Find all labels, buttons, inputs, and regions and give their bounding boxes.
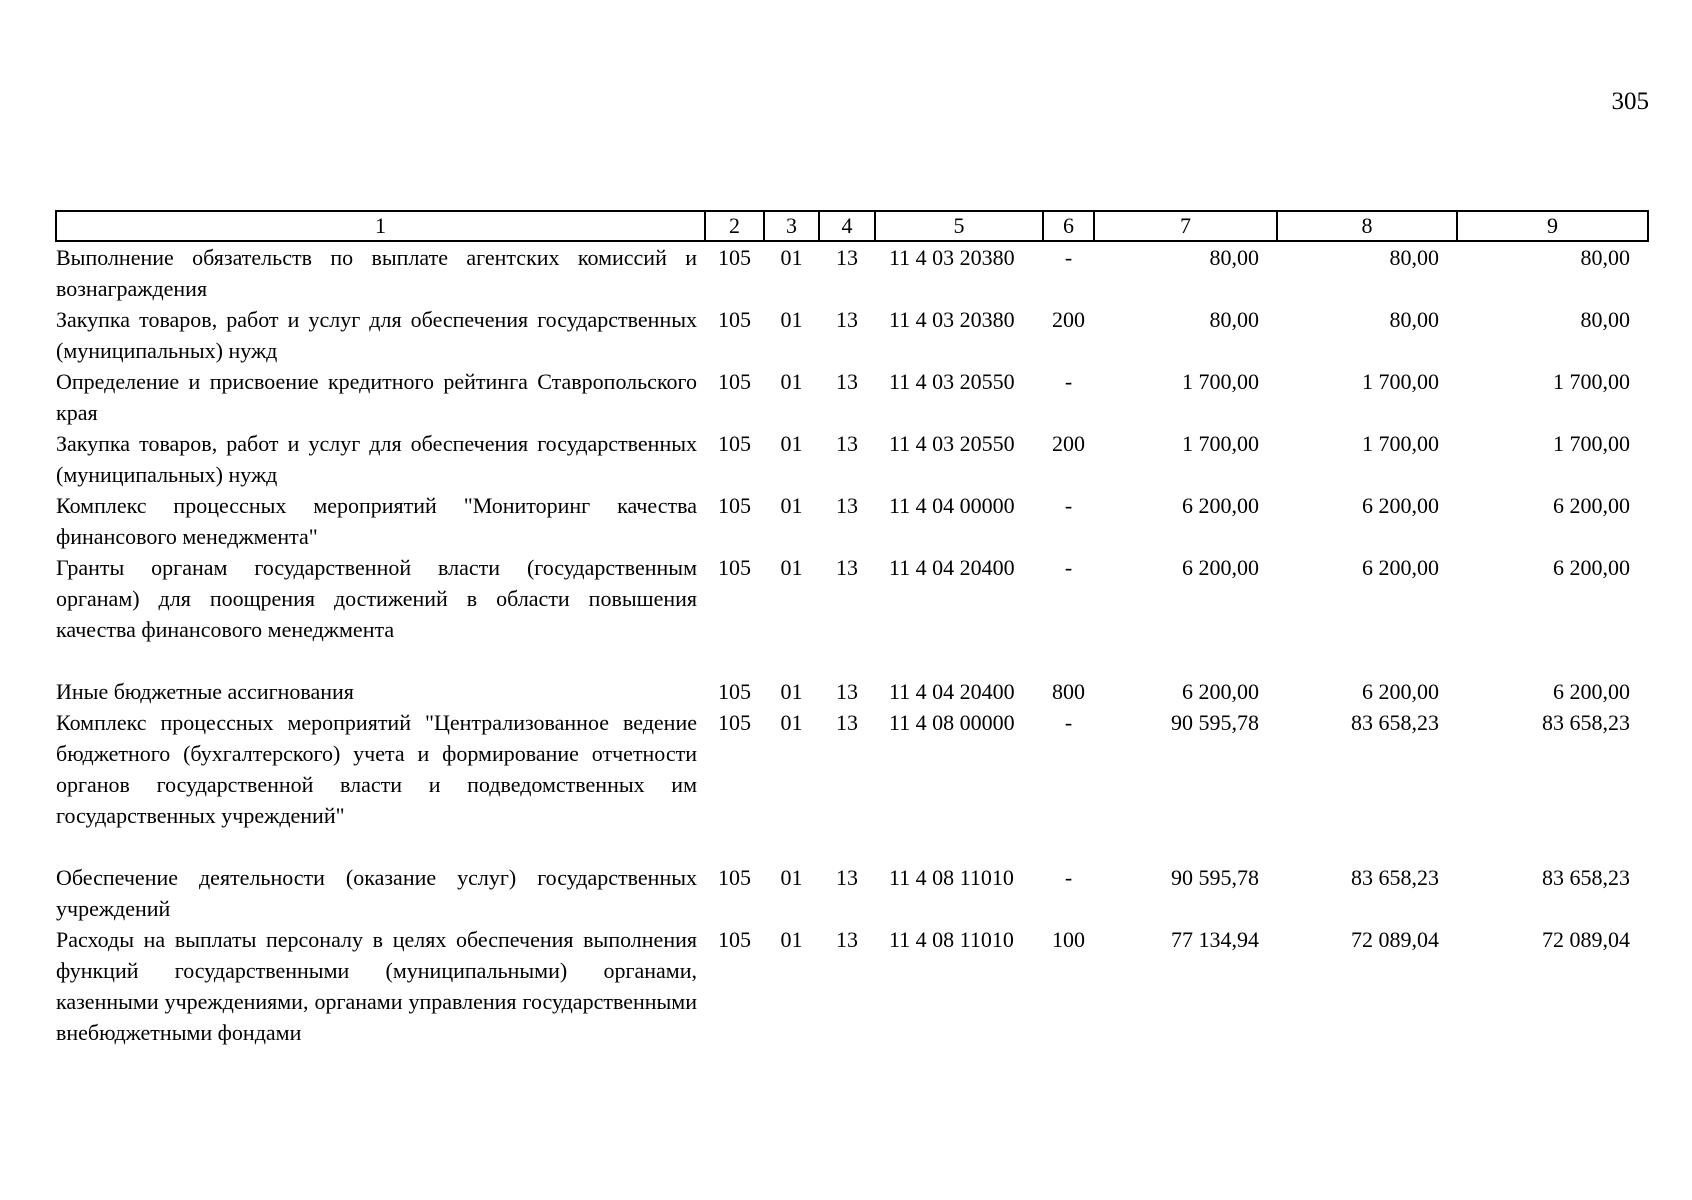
column-header: 9	[1457, 211, 1648, 241]
column-header: 6	[1043, 211, 1094, 241]
section-code: 01	[780, 369, 803, 394]
subsection-code: 13	[836, 555, 858, 580]
table-row	[56, 862, 1648, 924]
amount-year-2: 80,00	[1389, 307, 1439, 332]
amount-year-2: 83 658,23	[1351, 710, 1439, 735]
section-code: 01	[780, 710, 803, 735]
subsection-code: 13	[836, 431, 858, 456]
spacer-row	[56, 831, 1648, 862]
ministry-code: 105	[718, 493, 751, 518]
amount-year-2: 83 658,23	[1351, 865, 1439, 890]
target-article-code: 11 4 03 20550	[889, 431, 1015, 456]
amount-year-1: 1 700,00	[1182, 431, 1259, 456]
subsection-code: 13	[836, 245, 858, 270]
amount-year-3: 6 200,00	[1553, 679, 1630, 704]
row-name: Определение и присвоение кредитного рейтинга Ставропольского края	[56, 369, 697, 425]
section-code: 01	[780, 493, 803, 518]
table-row	[56, 304, 1648, 366]
expense-type-code: -	[1064, 865, 1073, 890]
ministry-code: 105	[718, 369, 751, 394]
ministry-code: 105	[718, 555, 751, 580]
expense-type-code: 200	[1052, 431, 1085, 456]
amount-year-3: 6 200,00	[1553, 555, 1630, 580]
target-article-code: 11 4 03 20550	[889, 369, 1015, 394]
row-name: Комплекс процессных мероприятий "Централизованное ведение бюджетного (бухгалтерского) учета и формирование отчетности органов государственной власти и подведомственных им государственных учреждений"	[56, 710, 697, 828]
page-number: 305	[1611, 88, 1649, 115]
column-header: 7	[1094, 211, 1277, 241]
row-name: Комплекс процессных мероприятий "Мониторинг качества финансового менеджмента"	[56, 493, 697, 549]
row-name: Закупка товаров, работ и услуг для обеспечения государственных (муниципальных) нужд	[56, 431, 697, 487]
table-body	[56, 241, 1648, 1048]
amount-year-2: 80,00	[1389, 245, 1439, 270]
table-row	[56, 676, 1648, 707]
target-article-code: 11 4 03 20380	[889, 245, 1015, 270]
column-header: 3	[764, 211, 819, 241]
amount-year-3: 1 700,00	[1553, 431, 1630, 456]
amount-year-3: 72 089,04	[1542, 927, 1630, 952]
expense-type-code: -	[1064, 493, 1073, 518]
target-article-code: 11 4 04 20400	[889, 555, 1015, 580]
table-header-row	[56, 211, 1648, 241]
section-code: 01	[780, 555, 803, 580]
target-article-code: 11 4 03 20380	[889, 307, 1015, 332]
table-row	[56, 366, 1648, 428]
section-code: 01	[780, 865, 803, 890]
section-code: 01	[780, 927, 803, 952]
amount-year-2: 6 200,00	[1362, 493, 1439, 518]
subsection-code: 13	[836, 710, 858, 735]
amount-year-3: 1 700,00	[1553, 369, 1630, 394]
amount-year-1: 6 200,00	[1182, 679, 1259, 704]
target-article-code: 11 4 08 11010	[889, 927, 1014, 952]
section-code: 01	[780, 307, 803, 332]
row-name: Гранты органам государственной власти (государственным органам) для поощрения достижений в области повышения качества финансового менеджмента	[56, 555, 697, 642]
row-name: Расходы на выплаты персоналу в целях обеспечения выполнения функций государственными (муниципальными) органами, казенными учреждениями, органами управления государственными внебюджетными фондами	[56, 927, 697, 1045]
ministry-code: 105	[718, 710, 751, 735]
amount-year-1: 77 134,94	[1171, 927, 1259, 952]
ministry-code: 105	[718, 245, 751, 270]
row-name: Обеспечение деятельности (оказание услуг) государственных учреждений	[56, 865, 697, 921]
amount-year-2: 6 200,00	[1362, 555, 1439, 580]
column-header: 8	[1277, 211, 1457, 241]
subsection-code: 13	[836, 679, 858, 704]
subsection-code: 13	[836, 927, 858, 952]
expense-type-code: -	[1064, 555, 1073, 580]
ministry-code: 105	[718, 927, 751, 952]
table-row	[56, 707, 1648, 831]
target-article-code: 11 4 08 00000	[889, 710, 1015, 735]
row-name: Закупка товаров, работ и услуг для обеспечения государственных (муниципальных) нужд	[56, 307, 697, 363]
amount-year-1: 90 595,78	[1171, 710, 1259, 735]
amount-year-3: 83 658,23	[1542, 865, 1630, 890]
amount-year-3: 83 658,23	[1542, 710, 1630, 735]
section-code: 01	[780, 245, 803, 270]
target-article-code: 11 4 08 11010	[889, 865, 1014, 890]
ministry-code: 105	[718, 865, 751, 890]
budget-table	[55, 210, 1649, 1048]
target-article-code: 11 4 04 20400	[889, 679, 1015, 704]
amount-year-3: 80,00	[1580, 245, 1630, 270]
amount-year-1: 90 595,78	[1171, 865, 1259, 890]
section-code: 01	[780, 679, 803, 704]
expense-type-code: 200	[1052, 307, 1085, 332]
table-row	[56, 241, 1648, 304]
expense-type-code: -	[1064, 245, 1073, 270]
column-header: 5	[875, 211, 1043, 241]
amount-year-2: 1 700,00	[1362, 431, 1439, 456]
amount-year-1: 6 200,00	[1182, 493, 1259, 518]
ministry-code: 105	[718, 307, 751, 332]
subsection-code: 13	[836, 369, 858, 394]
expense-type-code: -	[1064, 710, 1073, 735]
row-name: Иные бюджетные ассигнования	[56, 679, 354, 704]
amount-year-3: 80,00	[1580, 307, 1630, 332]
column-header: 2	[705, 211, 764, 241]
table-row	[56, 552, 1648, 645]
amount-year-3: 6 200,00	[1553, 493, 1630, 518]
amount-year-2: 1 700,00	[1362, 369, 1439, 394]
amount-year-1: 1 700,00	[1182, 369, 1259, 394]
subsection-code: 13	[836, 865, 858, 890]
column-header: 4	[819, 211, 875, 241]
subsection-code: 13	[836, 493, 858, 518]
expense-type-code: -	[1064, 369, 1073, 394]
spacer-row	[56, 645, 1648, 676]
amount-year-1: 6 200,00	[1182, 555, 1259, 580]
expense-type-code: 800	[1052, 679, 1085, 704]
section-code: 01	[780, 431, 803, 456]
row-name: Выполнение обязательств по выплате агентских комиссий и вознаграждения	[56, 245, 697, 301]
ministry-code: 105	[718, 431, 751, 456]
column-header: 1	[56, 211, 705, 241]
expense-type-code: 100	[1052, 927, 1085, 952]
table-row	[56, 428, 1648, 490]
table-row	[56, 924, 1648, 1048]
target-article-code: 11 4 04 00000	[889, 493, 1015, 518]
amount-year-2: 6 200,00	[1362, 679, 1439, 704]
amount-year-2: 72 089,04	[1351, 927, 1439, 952]
subsection-code: 13	[836, 307, 858, 332]
ministry-code: 105	[718, 679, 751, 704]
table-row	[56, 490, 1648, 552]
amount-year-1: 80,00	[1209, 307, 1259, 332]
amount-year-1: 80,00	[1209, 245, 1259, 270]
